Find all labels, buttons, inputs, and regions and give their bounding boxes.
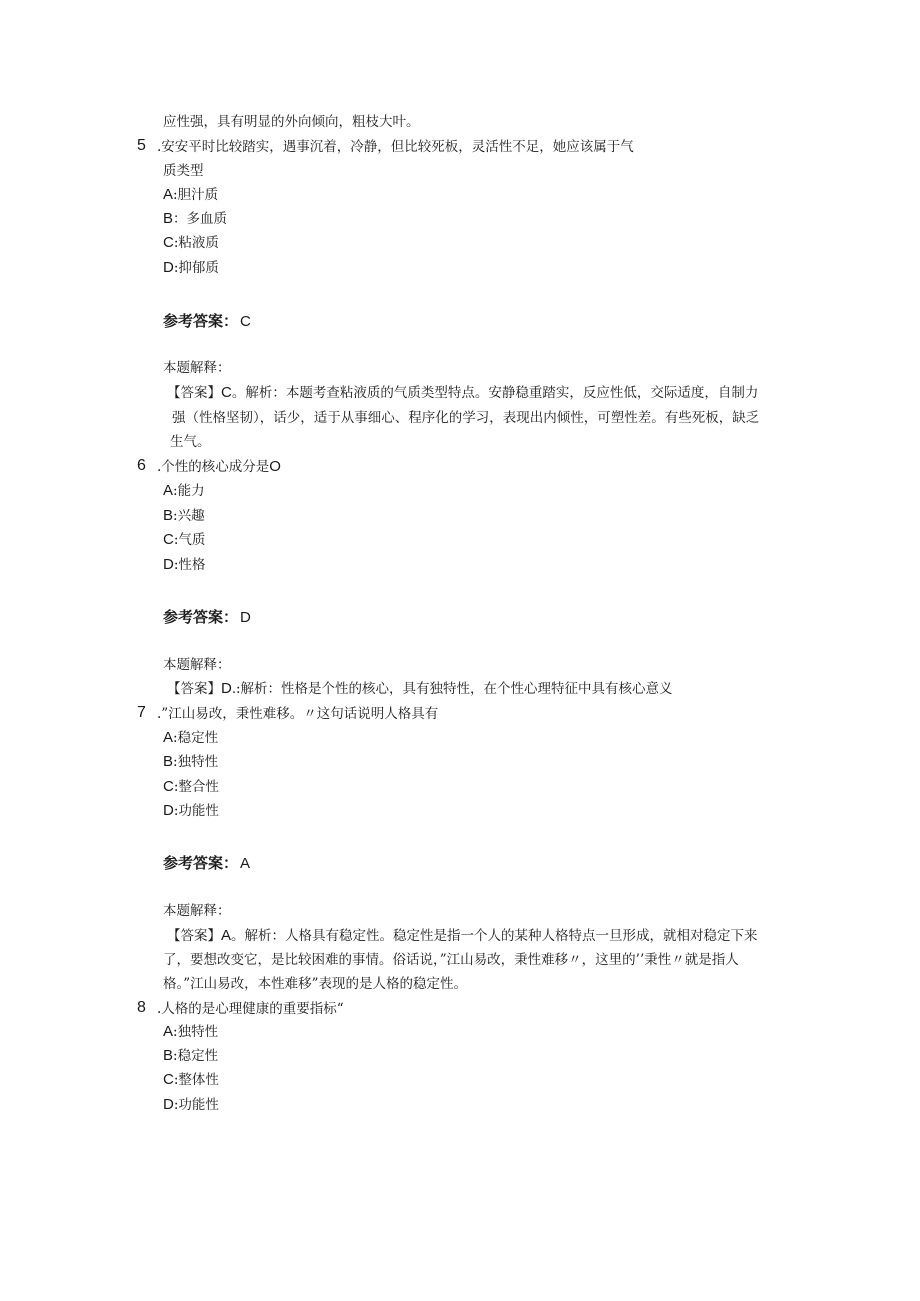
option-c[interactable] — [163, 233, 219, 253]
question-body: .个性的核心成分是 — [157, 459, 270, 475]
explanation-label: 本题解释： — [163, 903, 231, 919]
explanation-text-line2: 了，要想改变它，是比较困难的事情。俗话说，”江山易改，秉性难移〃，这里的’’秉性〃就是指人 — [163, 952, 739, 968]
question-blank-marker: O — [269, 458, 281, 475]
explanation-text — [167, 383, 758, 403]
option-separator: : — [173, 557, 179, 573]
option-letter: C — [163, 1071, 174, 1088]
option-letter: C — [163, 778, 174, 795]
question-number: 6 — [137, 457, 146, 474]
explanation-answer-letter: C — [221, 384, 232, 401]
option-separator: : — [173, 1048, 178, 1064]
option-separator: ： — [173, 211, 187, 227]
question-number: 7 — [137, 704, 146, 721]
explanation-prefix: 【答案】 — [167, 928, 221, 944]
explanation-answer-letter: A — [221, 927, 232, 944]
option-letter: B — [163, 507, 174, 524]
option-separator: : — [173, 1024, 178, 1040]
option-separator: : — [173, 779, 179, 795]
explanation-label: 本题解释： — [163, 657, 231, 673]
explanation-text-line3: 格。”江山易改，本性难移”表现的是人格的稳定性。 — [163, 976, 468, 992]
option-text: 气质 — [178, 532, 206, 548]
previous-explanation-fragment: 应性强，具有明显的外向倾向，粗枝大叶。 — [163, 114, 420, 130]
explanation-body: :解析：性格是个性的核心，具有独特性，在个性心理特征中具有核心意义 — [236, 681, 673, 697]
option-a[interactable] — [163, 1022, 218, 1042]
option-c[interactable] — [163, 777, 219, 797]
option-letter: D — [163, 1096, 174, 1113]
answer-value: C — [240, 313, 251, 330]
explanation-prefix: 【答案】 — [167, 681, 221, 697]
option-text: 胆汁质 — [177, 187, 219, 203]
option-text: 稳定性 — [177, 730, 219, 746]
explanation-prefix: 【答案】 — [167, 385, 221, 401]
option-letter: B — [163, 210, 174, 227]
option-separator: : — [173, 1097, 179, 1113]
option-d[interactable] — [163, 555, 205, 575]
option-text: 独特性 — [177, 1024, 219, 1040]
option-text: 多血质 — [186, 211, 228, 227]
option-separator: : — [173, 235, 179, 251]
explanation-text-line2: 强（性格坚韧），话少，适于从事细心、程序化的学习，表现出内倾性，可塑性差。有些死板，缺乏 — [172, 410, 760, 426]
option-text: 稳定性 — [177, 1048, 219, 1064]
option-a[interactable] — [163, 185, 218, 205]
option-separator: : — [173, 754, 178, 770]
question-text-continued: 质类型 — [163, 163, 204, 179]
option-letter: A — [163, 1023, 174, 1040]
option-separator: : — [173, 260, 179, 276]
question-number: 8 — [137, 999, 146, 1016]
answer-value: A — [240, 855, 251, 872]
option-separator: : — [173, 532, 179, 548]
explanation-text-line3: 生气。 — [170, 434, 211, 450]
option-letter: C — [163, 531, 174, 548]
option-b[interactable] — [163, 1046, 218, 1066]
option-separator: : — [173, 187, 178, 203]
explanation-answer-letter: D. — [221, 680, 236, 697]
option-separator: : — [173, 508, 178, 524]
question-text: .安安平时比较踏实，遇事沉着，冷静，但比较死板，灵活性不足，她应该属于气 — [157, 139, 634, 155]
question-text: .”江山易改，秉性难移。〃这句话说明人格具有 — [157, 706, 439, 722]
option-letter: D — [163, 802, 174, 819]
option-d[interactable] — [163, 1095, 219, 1115]
option-separator: : — [173, 730, 178, 746]
option-text: 性格 — [178, 557, 206, 573]
option-text: 能力 — [177, 483, 205, 499]
option-text: 粘液质 — [178, 235, 219, 251]
option-b[interactable] — [163, 752, 218, 772]
explanation-text — [167, 679, 673, 699]
option-letter: A — [163, 186, 174, 203]
answer-label: 参考答案： — [163, 608, 239, 626]
reference-answer — [163, 607, 251, 628]
option-a[interactable] — [163, 481, 205, 501]
option-letter: B — [163, 1047, 174, 1064]
answer-label: 参考答案： — [163, 312, 239, 330]
option-letter: B — [163, 753, 174, 770]
option-text: 抑郁质 — [178, 260, 219, 276]
reference-answer — [163, 311, 251, 332]
option-d[interactable] — [163, 258, 219, 278]
option-b[interactable] — [163, 209, 227, 229]
option-text: 整体性 — [178, 1072, 219, 1088]
explanation-body: 。解析：人格具有稳定性。稳定性是指一个人的某种人格特点一旦形成，就相对稳定下来 — [231, 928, 758, 944]
option-text: 功能性 — [178, 803, 219, 819]
option-letter: A — [163, 729, 174, 746]
option-letter: D — [163, 259, 174, 276]
explanation-label: 本题解释： — [163, 360, 231, 376]
question-text — [157, 457, 281, 477]
question-number: 5 — [137, 137, 146, 154]
reference-answer — [163, 853, 250, 874]
option-c[interactable] — [163, 1070, 219, 1090]
option-text: 整合性 — [178, 779, 219, 795]
option-letter: C — [163, 234, 174, 251]
option-letter: A — [163, 482, 174, 499]
option-text: 独特性 — [177, 754, 219, 770]
answer-value: D — [240, 609, 251, 626]
answer-label: 参考答案： — [163, 854, 239, 872]
option-text: 兴趣 — [177, 508, 205, 524]
option-separator: : — [173, 1072, 179, 1088]
option-text: 功能性 — [178, 1097, 219, 1113]
option-letter: D — [163, 556, 174, 573]
option-separator: : — [173, 483, 178, 499]
option-d[interactable] — [163, 801, 219, 821]
explanation-body: 。解析：本题考查粘液质的气质类型特点。安静稳重踏实，反应性低，交际适度，自制力 — [231, 385, 759, 401]
option-separator: : — [173, 803, 179, 819]
question-text: .人格的是心理健康的重要指标“ — [157, 1001, 344, 1017]
option-a[interactable] — [163, 728, 218, 748]
explanation-text — [167, 926, 758, 946]
option-b[interactable] — [163, 506, 205, 526]
option-c[interactable] — [163, 530, 205, 550]
